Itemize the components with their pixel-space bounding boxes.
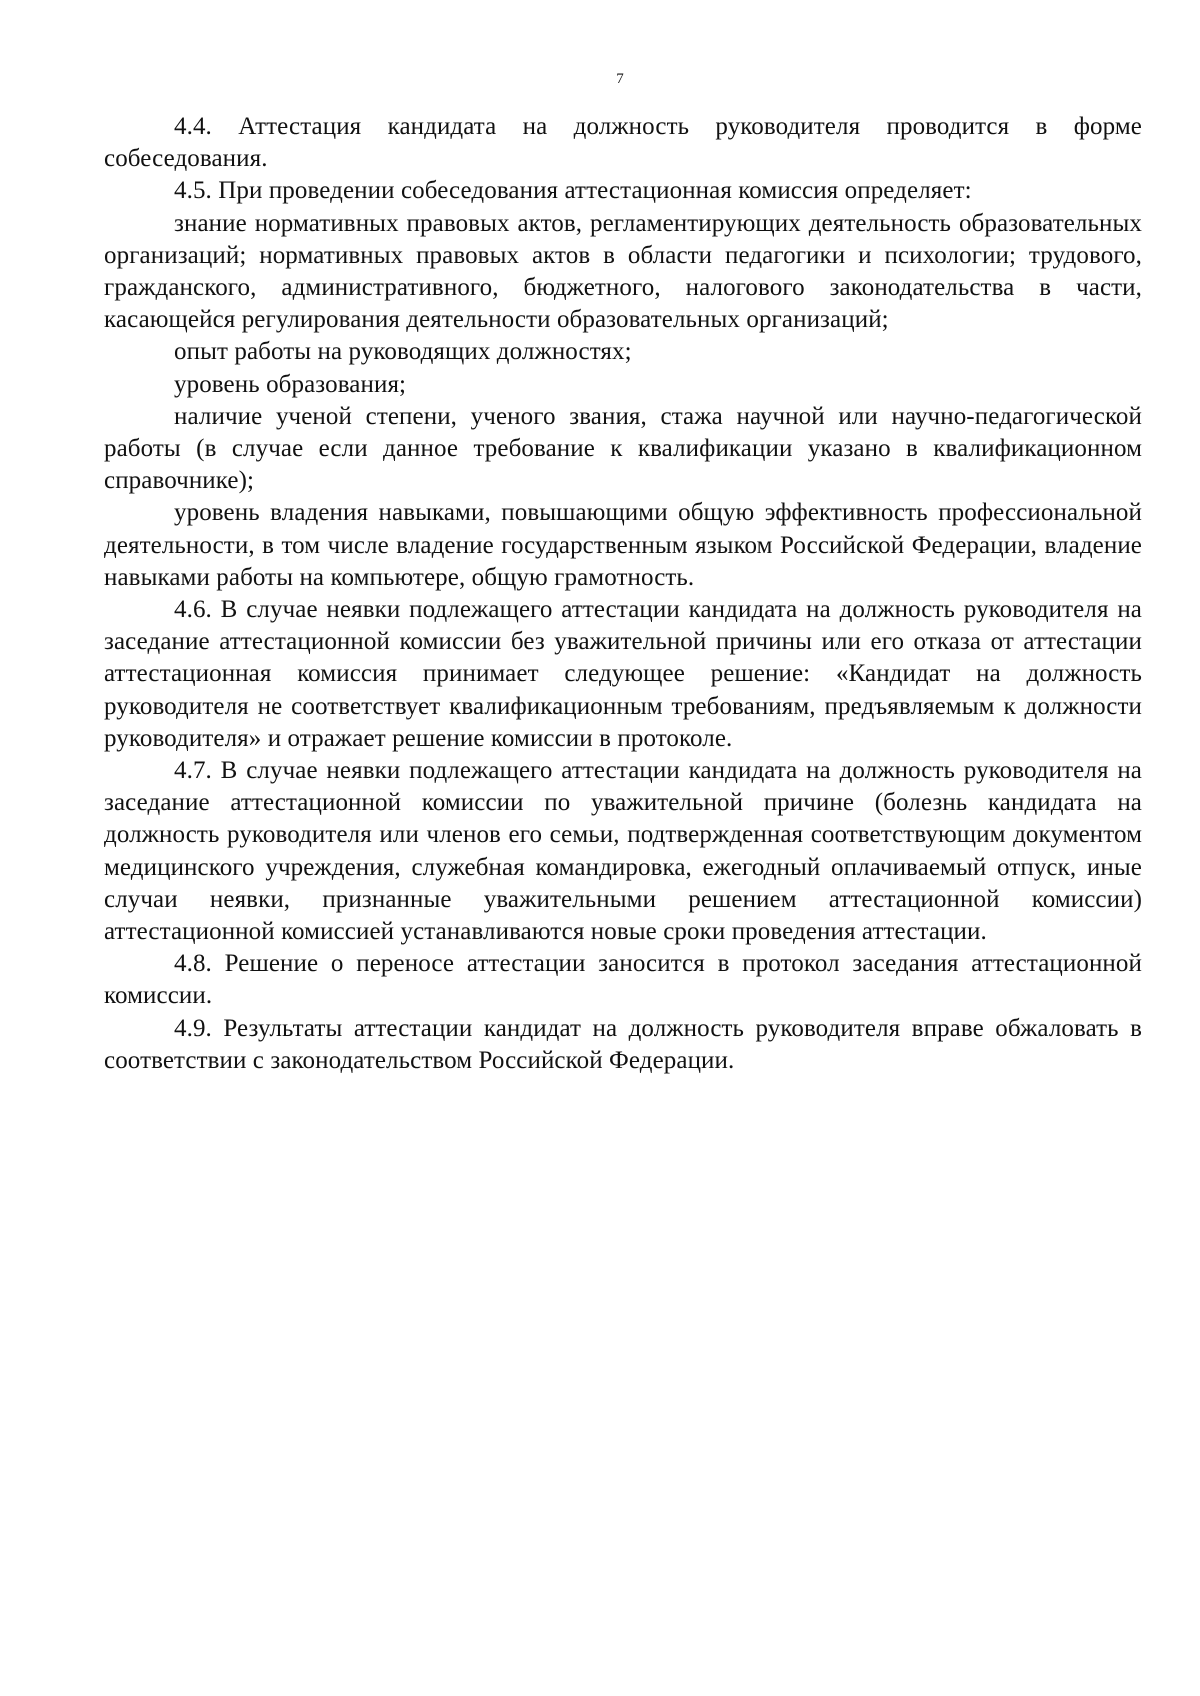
paragraph-4-8: 4.8. Решение о переносе аттестации заносится в протокол заседания аттестационной комиссии. — [104, 950, 1142, 1010]
list-item-academic-degree: наличие ученой степени, ученого звания, стажа научной или научно-педагогической работы (в случае если данное требование к квалификации указано в квалификационном справочнике); — [104, 402, 1142, 495]
list-item-management-experience: опыт работы на руководящих должностях; — [174, 338, 632, 366]
list-item-education-level: уровень образования; — [174, 370, 407, 398]
document-body — [104, 111, 1142, 1077]
paragraph-4-9: 4.9. Результаты аттестации кандидат на должность руководителя вправе обжаловать в соответствии с законодательством Российской Федерации. — [104, 1014, 1142, 1074]
paragraph-4-5: 4.5. При проведении собеседования аттестационная комиссия определяет: — [174, 177, 972, 205]
page-number: 7 — [616, 71, 624, 87]
list-item-normative-knowledge: знание нормативных правовых актов, регламентирующих деятельность образовательных организаций; нормативных правовых актов в области педагогики и психологии; трудового, гражданского, административного, бюджетного, налогового законодательства в части, касающейся регулирования деятельности образовательных организаций; — [104, 209, 1142, 334]
paragraph-4-7: 4.7. В случае неявки подлежащего аттестации кандидата на должность руководителя на заседание аттестационной комиссии по уважительной причине (болезнь кандидата на должность руководителя или членов его семьи, подтвержденная соответствующим документом медицинского учреждения, служебная командировка, ежегодный оплачиваемый отпуск, иные случаи неявки, признанные уважительными решением аттестационной комиссии) аттестационной комиссией устанавливаются новые сроки проведения аттестации. — [104, 757, 1142, 946]
paragraph-4-4: 4.4. Аттестация кандидата на должность руководителя проводится в форме собеседования. — [104, 113, 1142, 173]
list-item-skills-level: уровень владения навыками, повышающими общую эффективность профессиональной деятельности, в том числе владение государственным языком Российской Федерации, владение навыками работы на компьютере, общую грамотность. — [104, 499, 1142, 591]
paragraph-4-6: 4.6. В случае неявки подлежащего аттестации кандидата на должность руководителя на заседание аттестационной комиссии без уважительной причины или его отказа от аттестации аттестационная комиссия принимает следующее решение: «Кандидат на должность руководителя не соответствует квалификационным требованиям, предъявляемым к должности руководителя» и отражает решение комиссии в протоколе. — [104, 596, 1142, 752]
